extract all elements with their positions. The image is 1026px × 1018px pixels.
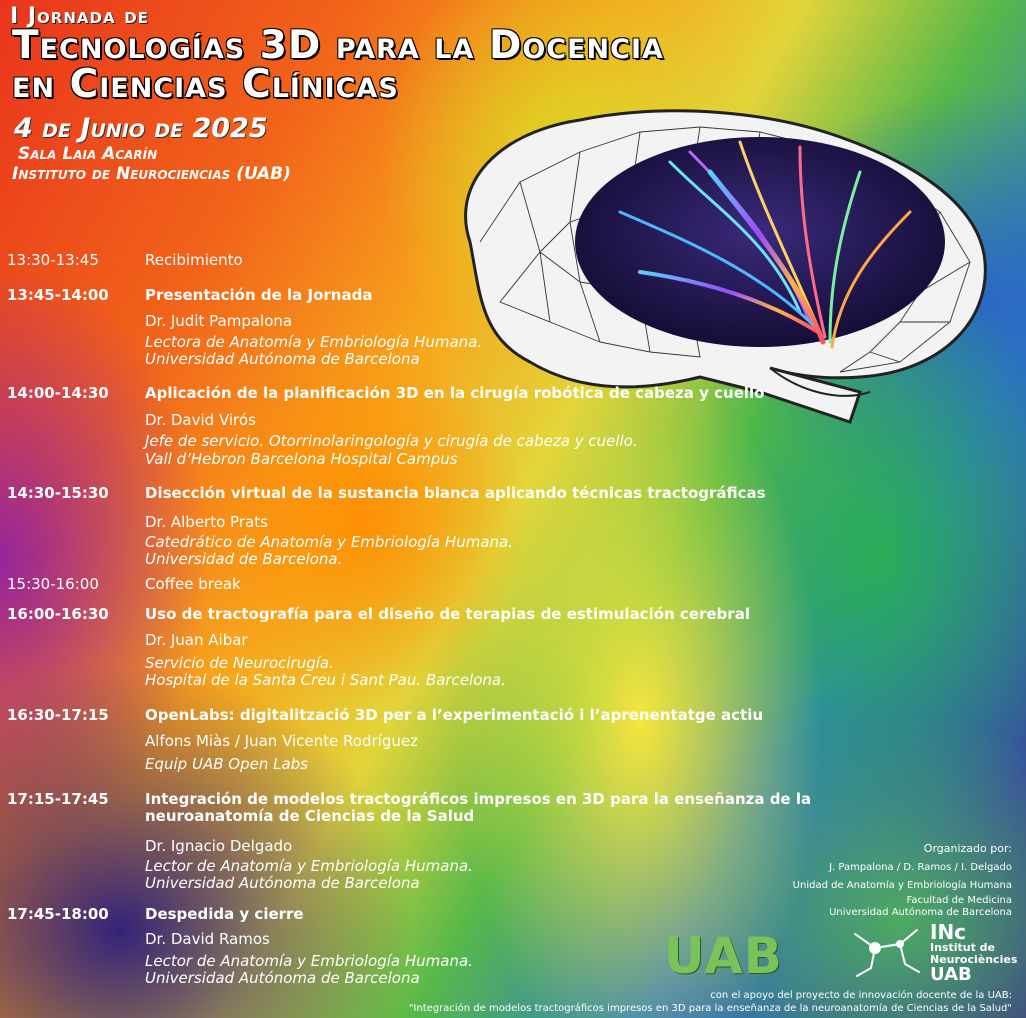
inc-logo (930, 922, 1017, 984)
speaker-name: Dr. Alberto Prats (145, 513, 268, 531)
speaker-affiliation-1: Catedrático de Anatomía y Embriología Humana. (145, 533, 513, 551)
session-time: 14:00-14:30 (7, 384, 109, 402)
brain-inner (575, 137, 945, 347)
session-time: 16:30-17:15 (7, 706, 109, 724)
inc-logo-uab: UAB (930, 964, 972, 985)
speaker-affiliation-2: Universidad de Barcelona. (145, 550, 343, 568)
organizers-names: J. Pampalona / D. Ramos / I. Delgado (829, 862, 1012, 873)
session-time: 13:30-13:45 (7, 251, 99, 269)
session-time: 15:30-16:00 (7, 575, 99, 593)
venue-institute: Instituto de Neurociencias (UAB) (12, 164, 291, 184)
session-title: Aplicación de la planificación 3D en la cirugía robótica de cabeza y cuello (145, 384, 765, 402)
title-line-2: en Ciencias Clínicas (12, 62, 399, 107)
speaker-affiliation-2: Hospital de la Santa Creu i Sant Pau. Barcelona. (145, 671, 506, 689)
session-time: 17:15-17:45 (7, 790, 109, 808)
session-title: Coffee break (145, 575, 241, 593)
speaker-affiliation-1: Lector de Anatomía y Embriología Humana. (145, 952, 473, 970)
session-title: Despedida y cierre (145, 905, 304, 923)
speaker-affiliation-2: Universidad Autónoma de Barcelona (145, 350, 420, 368)
session-title: Presentación de la Jornada (145, 286, 373, 304)
speaker-affiliation-2: Universidad Autónoma de Barcelona (145, 969, 420, 987)
session-time: 17:45-18:00 (7, 905, 109, 923)
inc-logo-line1: Institut de (930, 941, 996, 954)
organizers-label: Organizado por: (923, 842, 1012, 855)
speaker-name: Alfons Miàs / Juan Vicente Rodríguez (145, 732, 418, 750)
session-title: Integración de modelos tractográficos impresos en 3D para la enseñanza de la (145, 790, 812, 808)
edition-label: I Jornada de (10, 4, 149, 29)
session-title: Recibimiento (145, 251, 243, 269)
session-title: Uso de tractografía para el diseño de terapias de estimulación cerebral (145, 605, 750, 623)
organizers-university: Universidad Autónoma de Barcelona (829, 907, 1012, 918)
session-time: 13:45-14:00 (7, 286, 109, 304)
speaker-affiliation-2: Vall d’Hebron Barcelona Hospital Campus (145, 450, 458, 468)
session-title-cont: neuroanatomía de Ciencias de la Salud (145, 807, 475, 825)
speaker-affiliation-1: Jefe de servicio. Otorrinolaringología y cirugía de cabeza y cuello. (145, 432, 638, 450)
footer-project: "Integración de modelos tractográficos impresos en 3D para la enseñanza de la neuroanatomía de Ciencias de la Salud" (408, 1003, 1012, 1014)
speaker-affiliation-2: Universidad Autónoma de Barcelona (145, 874, 420, 892)
speaker-name: Dr. David Virós (145, 411, 256, 429)
speaker-affiliation-1: Lectora de Anatomía y Embriología Humana. (145, 333, 483, 351)
uab-logo: UAB (664, 927, 783, 985)
neuron-icon (845, 924, 925, 980)
inc-logo-title: INc (930, 920, 967, 944)
session-title: OpenLabs: digitalització 3D per a l’experimentació i l’aprenentatge actiu (145, 706, 764, 724)
venue-room: Sala Laia Acarín (18, 144, 158, 164)
speaker-name: Dr. Juan Aibar (145, 631, 248, 649)
footer-support: con el apoyo del proyecto de innovación docente de la UAB: (710, 990, 1012, 1001)
inc-logo-line2: Neurociències (930, 953, 1018, 966)
speaker-affiliation-1: Lector de Anatomía y Embriología Humana. (145, 857, 473, 875)
event-date: 4 de Junio de 2025 (14, 113, 268, 144)
speaker-affiliation-1: Equip UAB Open Labs (145, 755, 308, 773)
session-time: 14:30-15:30 (7, 484, 109, 502)
speaker-affiliation-1: Servicio de Neurocirugía. (145, 654, 334, 672)
session-time: 16:00-16:30 (7, 605, 109, 623)
title-line-1: Tecnologías 3D para la Docencia (12, 23, 664, 68)
speaker-name: Dr. Judit Pampalona (145, 312, 293, 330)
organizers-unit: Unidad de Anatomía y Embriología Humana (792, 880, 1012, 891)
organizers-faculty: Facultad de Medicina (906, 895, 1012, 906)
session-title: Disección virtual de la sustancia blanca aplicando técnicas tractográficas (145, 484, 766, 502)
speaker-name: Dr. David Ramos (145, 930, 270, 948)
speaker-name: Dr. Ignacio Delgado (145, 837, 293, 855)
